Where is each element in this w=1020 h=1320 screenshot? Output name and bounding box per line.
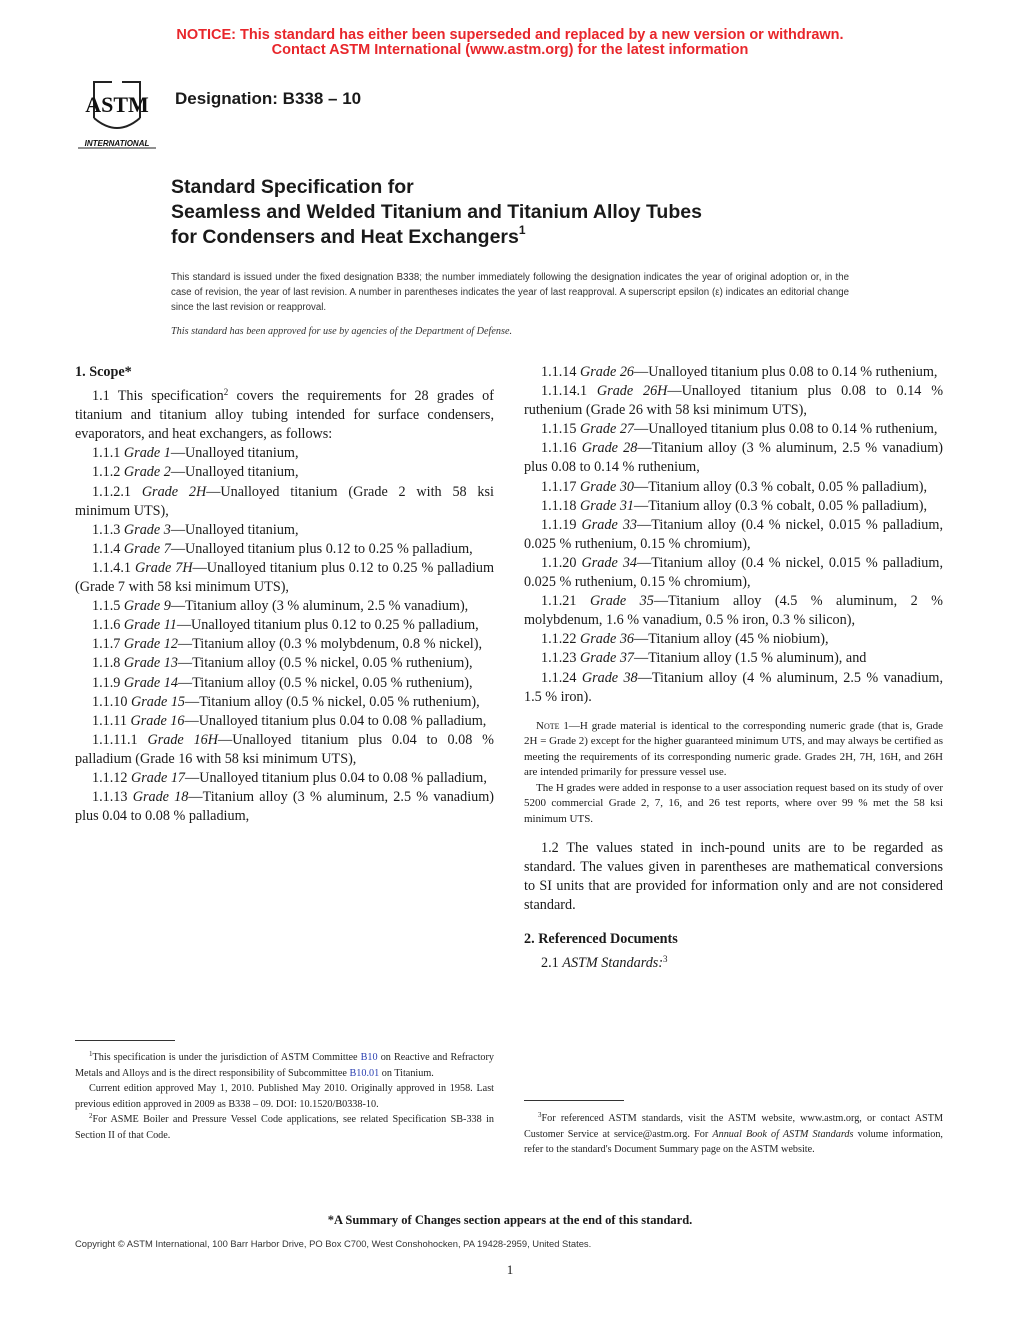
page-number: 1 <box>506 1262 514 1277</box>
grade-item: 1.1.13 Grade 18—Titanium alloy (3 % aluminum, 2.5 % vanadium) plus 0.04 to 0.08 % palladium, <box>75 789 494 825</box>
notice-banner <box>0 28 1020 58</box>
footnote-1-edition: Current edition approved May 1, 2010. Published May 2010. Originally approved in 1958. Last previous edition approved in 2009 as B338 – 09. DOI: 10.1520/B0338-10. <box>75 1083 494 1110</box>
para-1-2: 1.2 The values stated in inch-pound units are to be regarded as standard. The values given in parentheses are mathematical conversions to SI units that are provided for information only and are not considered standard. <box>524 840 943 914</box>
grade-item: 1.1.1 Grade 1—Unalloyed titanium, <box>92 445 299 462</box>
grade-item: 1.1.18 Grade 31—Titanium alloy (0.3 % cobalt, 0.05 % palladium), <box>541 497 928 514</box>
grade-item: 1.1.23 Grade 37—Titanium alloy (1.5 % aluminum), and <box>541 650 867 667</box>
footnote-1: $^1$This specification is under the jurisdiction of ASTM Committee B10 on Reactive and Refractory Metals and Alloys and is the direct responsibility of Subcommittee B10.01 on Titanium. <box>75 1050 494 1079</box>
grade-item: 1.1.8 Grade 13—Titanium alloy (0.5 % nickel, 0.05 % ruthenium), <box>92 655 473 672</box>
title-line-3: for Condensers and Heat Exchangers$^1$ <box>171 223 526 248</box>
grade-item: 1.1.22 Grade 36—Titanium alloy (45 % niobium), <box>541 631 829 648</box>
grade-list-left <box>75 444 494 826</box>
footnote-rule-left <box>75 1040 175 1041</box>
grade-item: 1.1.16 Grade 28—Titanium alloy (3 % aluminum, 2.5 % vanadium) plus 0.08 to 0.14 % ruthenium, <box>524 440 943 476</box>
grade-item: 1.1.15 Grade 27—Unalloyed titanium plus 0.08 to 0.14 % ruthenium, <box>541 421 938 438</box>
scope-heading: 1. Scope* <box>75 364 132 380</box>
astm-logo-icon <box>74 72 160 152</box>
left-column <box>75 363 494 826</box>
right-column <box>524 363 943 973</box>
grade-item: 1.1.17 Grade 30—Titanium alloy (0.3 % cobalt, 0.05 % palladium), <box>541 478 928 495</box>
grade-item: 1.1.14 Grade 26—Unalloyed titanium plus 0.08 to 0.14 % ruthenium, <box>541 364 938 380</box>
title-line-2: Seamless and Welded Titanium and Titanium Alloy Tubes <box>171 201 702 223</box>
title-line-1: Standard Specification for <box>171 176 414 198</box>
document-title <box>171 175 871 250</box>
grade-item: 1.1.10 Grade 15—Titanium alloy (0.5 % nickel, 0.05 % ruthenium), <box>92 693 480 710</box>
grade-item: 1.1.11.1 Grade 16H—Unalloyed titanium plus 0.04 to 0.08 % palladium (Grade 16 with 58 ksi minimum UTS), <box>75 731 495 767</box>
committee-link[interactable]: B10 <box>360 1052 378 1063</box>
grade-item: 1.1.4.1 Grade 7H—Unalloyed titanium plus 0.12 to 0.25 % palladium (Grade 7 with 58 ksi minimum UTS), <box>75 559 495 596</box>
grade-item: 1.1.7 Grade 12—Titanium alloy (0.3 % molybdenum, 0.8 % nickel), <box>92 636 483 653</box>
grade-item: 1.1.19 Grade 33—Titanium alloy (0.4 % nickel, 0.015 % palladium, 0.025 % ruthenium, 0.15 % chromium), <box>524 516 943 552</box>
grade-item: 1.1.9 Grade 14—Titanium alloy (0.5 % nickel, 0.05 % ruthenium), <box>92 674 473 691</box>
summary-note: *A Summary of Changes section appears at the end of this standard. <box>327 1213 693 1227</box>
footnotes-right <box>524 1111 943 1158</box>
note-1-continued: The H grades were added in response to a user association request based on its study of over 5200 commercial Grade 2, 7, 16, and 26 test reports, where over 99 % met the 58 ksi minimum UTS. <box>524 781 943 825</box>
footnote-rule-right <box>524 1100 624 1101</box>
logo-letters: ASTM <box>85 92 149 117</box>
grade-item: 1.1.11 Grade 16—Unalloyed titanium plus 0.04 to 0.08 % palladium, <box>92 712 487 729</box>
grade-item: 1.1.14.1 Grade 26H—Unalloyed titanium plus 0.08 to 0.14 % ruthenium (Grade 26 with 58 ksi minimum UTS), <box>524 383 944 419</box>
astm-standards-item: 2.1 ASTM Standards:$^3$ <box>541 953 668 971</box>
grade-list-right <box>524 363 943 707</box>
designation: Designation: B338 – 10 <box>175 89 362 108</box>
grade-item: 1.1.2.1 Grade 2H—Unalloyed titanium (Grade 2 with 58 ksi minimum UTS), <box>75 483 494 519</box>
footnote-3: $^3$For referenced ASTM standards, visit the ASTM website, www.astm.org, or contact ASTM Customer Service at service@astm.org. For Annual Book of ASTM Standards volume information, refer to the standard's Document Summary page on the ASTM website. <box>524 1111 943 1155</box>
scope-intro: 1.1 This specification$^2$ covers the requirements for 28 grades of titanium and titanium alloy tubing intended for surface condensers, evaporators, and heat exchangers, as follows: <box>75 387 494 443</box>
approved-note: This standard has been approved for use by agencies of the Department of Defense. <box>171 326 513 337</box>
note-1: Note 1—H grade material is identical to the corresponding numeric grade (that is, Grade 2H = Grade 2) except for the higher guaranteed minimum UTS, and may always be certified as meeting the requirements of its corresponding numeric grade. Grades 2H, 7H, 16H, and 26H are intended primarily for pressure vessel use. <box>524 719 944 779</box>
grade-item: 1.1.24 Grade 38—Titanium alloy (4 % aluminum, 2.5 % vanadium, 1.5 % iron). <box>524 669 943 705</box>
grade-item: 1.1.6 Grade 11—Unalloyed titanium plus 0.12 to 0.25 % palladium, <box>92 617 479 634</box>
notice-line-1: NOTICE: This standard has either been superseded and replaced by a new version or withdrawn. <box>176 27 844 43</box>
grade-item: 1.1.21 Grade 35—Titanium alloy (4.5 % aluminum, 2 % molybdenum, 1.6 % vanadium, 0.5 % iron, 0.3 % silicon), <box>524 593 943 629</box>
referenced-heading: 2. Referenced Documents <box>524 930 678 947</box>
footnotes-left <box>75 1050 494 1143</box>
logo-text: INTERNATIONAL <box>84 139 150 148</box>
grade-item: 1.1.4 Grade 7—Unalloyed titanium plus 0.12 to 0.25 % palladium, <box>92 540 473 557</box>
grade-item: 1.1.2 Grade 2—Unalloyed titanium, <box>92 464 299 481</box>
subcommittee-link[interactable]: B10.01 <box>349 1067 380 1079</box>
issued-note: This standard is issued under the fixed designation B338; the number immediately following the designation indicates the year of original adoption or, in the case of revision, the year of last revision. A number in parentheses indicates the year of last reapproval. A superscript epsilon (ε) indicates an editorial change since the last revision or reapproval. <box>171 272 849 313</box>
grade-item: 1.1.3 Grade 3—Unalloyed titanium, <box>92 521 299 538</box>
grade-item: 1.1.5 Grade 9—Titanium alloy (3 % aluminum, 2.5 % vanadium), <box>92 598 469 615</box>
copyright: Copyright © ASTM International, 100 Barr Harbor Drive, PO Box C700, West Conshohocken, PA 19428-2959, United States. <box>75 1238 592 1249</box>
grade-item: 1.1.20 Grade 34—Titanium alloy (0.4 % nickel, 0.015 % palladium, 0.025 % ruthenium, 0.15 % chromium), <box>524 554 943 591</box>
notice-line-2: Contact ASTM International (www.astm.org) for the latest information <box>271 42 749 58</box>
grade-item: 1.1.12 Grade 17—Unalloyed titanium plus 0.04 to 0.08 % palladium, <box>92 769 487 786</box>
footnote-2: $^2$For ASME Boiler and Pressure Vessel Code applications, see related Specification SB-338 in Section II of that Code. <box>75 1112 494 1141</box>
